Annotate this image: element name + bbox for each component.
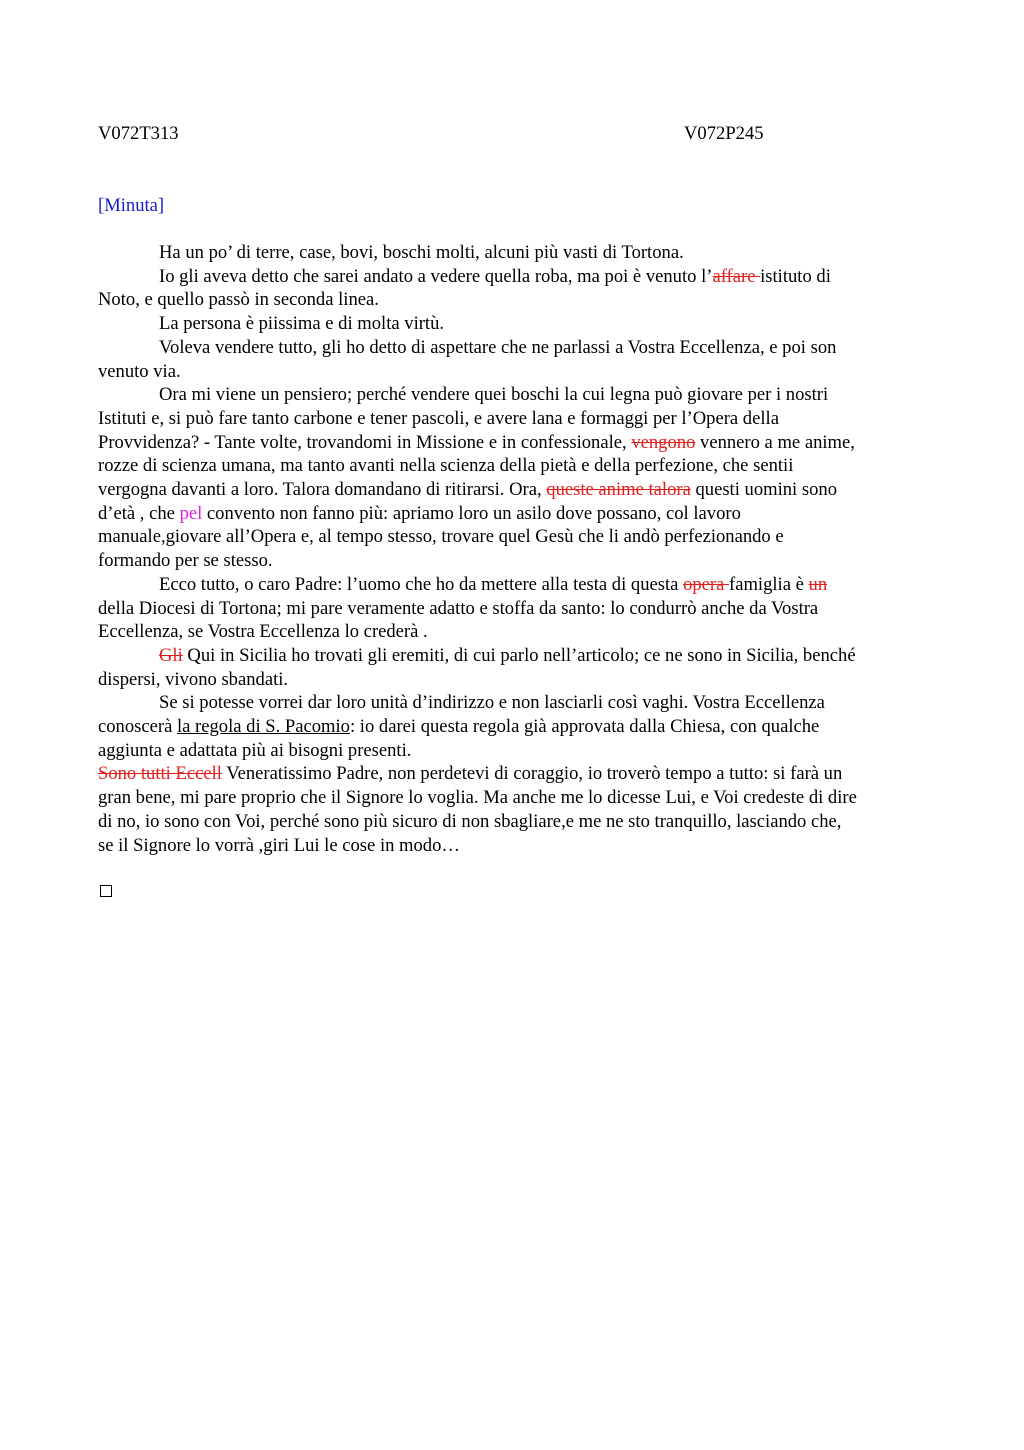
deleted-text: queste anime talora — [546, 479, 691, 501]
volume-code-right: V072P245 — [684, 123, 764, 144]
document-header — [98, 123, 778, 147]
deleted-text: affare — [712, 265, 761, 287]
paragraph — [98, 383, 858, 573]
text-segment: famiglia è — [729, 573, 809, 595]
text-segment: Veneratissimo Padre, non perdetevi di coraggio, io troverò tempo a tutto: si farà un gran bene, mi pare proprio che il Signore lo voglia. Ma anche me lo dicesse Lui, e Voi credeste di dire di no, io sono con Voi, perché sono più sicuro di non sbagliare,e me ne sto tranquillo, lasciando che, se il Signore lo vorrà ,giri Lui le cose in modo… — [98, 763, 857, 856]
paragraph — [98, 644, 858, 691]
deleted-text: vengono — [631, 431, 696, 453]
paragraph — [98, 312, 858, 336]
minuta-label: [Minuta] — [98, 195, 165, 216]
deleted-text: Gli — [159, 644, 183, 666]
text-segment: Ha un po’ di terre, case, bovi, boschi molti, alcuni più vasti di Tortona. — [159, 242, 684, 263]
text-segment: convento non fanno più: apriamo loro un asilo dove possano, col lavoro manuale,giovare all’Opera e, al tempo stesso, trovare quel Gesù che li andò perfezionando e formando per se stesso. — [98, 502, 784, 572]
text-segment: Io gli aveva detto che sarei andato a vedere quella roba, ma poi è venuto l’ — [159, 265, 713, 287]
text-segment: Ecco tutto, o caro Padre: l’uomo che ho da mettere alla testa di questa — [159, 573, 684, 595]
paragraph — [98, 241, 858, 265]
underlined-text: la regola di S. Pacomio — [176, 716, 350, 738]
paragraph — [98, 336, 858, 383]
text-segment: questi uomini sono d’età , che — [98, 479, 837, 524]
volume-code-left: V072T313 — [98, 123, 179, 144]
paragraph — [98, 265, 858, 312]
text-segment: vennero a me anime, rozze di scienza umana, ma tanto avanti nella scienza della pietà e della perfezione, che sentii vergogna davanti a loro. Talora domandano di ritirarsi. Ora, — [98, 431, 855, 501]
highlighted-text: pel — [179, 502, 203, 524]
text-segment: La persona è piissima e di molta virtù. — [159, 313, 445, 335]
text-segment: : io darei questa regola già approvata dalla Chiesa, con qualche aggiunta e adattata più ai bisogni presenti. — [98, 716, 820, 761]
text-segment: Se si potesse vorrei dar loro unità d’indirizzo e non lasciarli così vaghi. Vostra Eccellenza conoscerà — [98, 692, 825, 738]
deleted-text: opera — [683, 573, 730, 595]
deleted-text: un — [808, 573, 828, 595]
letter-body — [98, 241, 858, 857]
checkbox-square-icon — [100, 885, 112, 897]
text-segment: Ora mi viene un pensiero; perché vendere quei boschi la cui legna può giovare per i nostri Istituti e, si può fare tanto carbone e tener pascoli, e avere lana e formaggi per l’Opera della Provvidenza? - Tante volte, trovandomi in Missione e in confessionale, — [98, 384, 829, 453]
paragraph — [98, 691, 858, 762]
paragraph — [98, 762, 858, 857]
text-segment: della Diocesi di Tortona; mi pare veramente adatto e stoffa da santo: lo condurrò anche da Vostra Eccellenza, se Vostra Eccellenza lo crederà . — [98, 597, 819, 643]
paragraph — [98, 573, 858, 644]
text-segment: Qui in Sicilia ho trovati gli eremiti, di cui parlo nell’articolo; ce ne sono in Sicilia, benché dispersi, vivono sbandati. — [98, 644, 856, 690]
deleted-text: Sono tutti Eccell — [98, 763, 222, 785]
text-segment: Voleva vendere tutto, gli ho detto di aspettare che ne parlassi a Vostra Eccellenza, e poi son venuto via. — [98, 336, 837, 382]
text-segment: istituto di Noto, e quello passò in seconda linea. — [98, 265, 831, 311]
